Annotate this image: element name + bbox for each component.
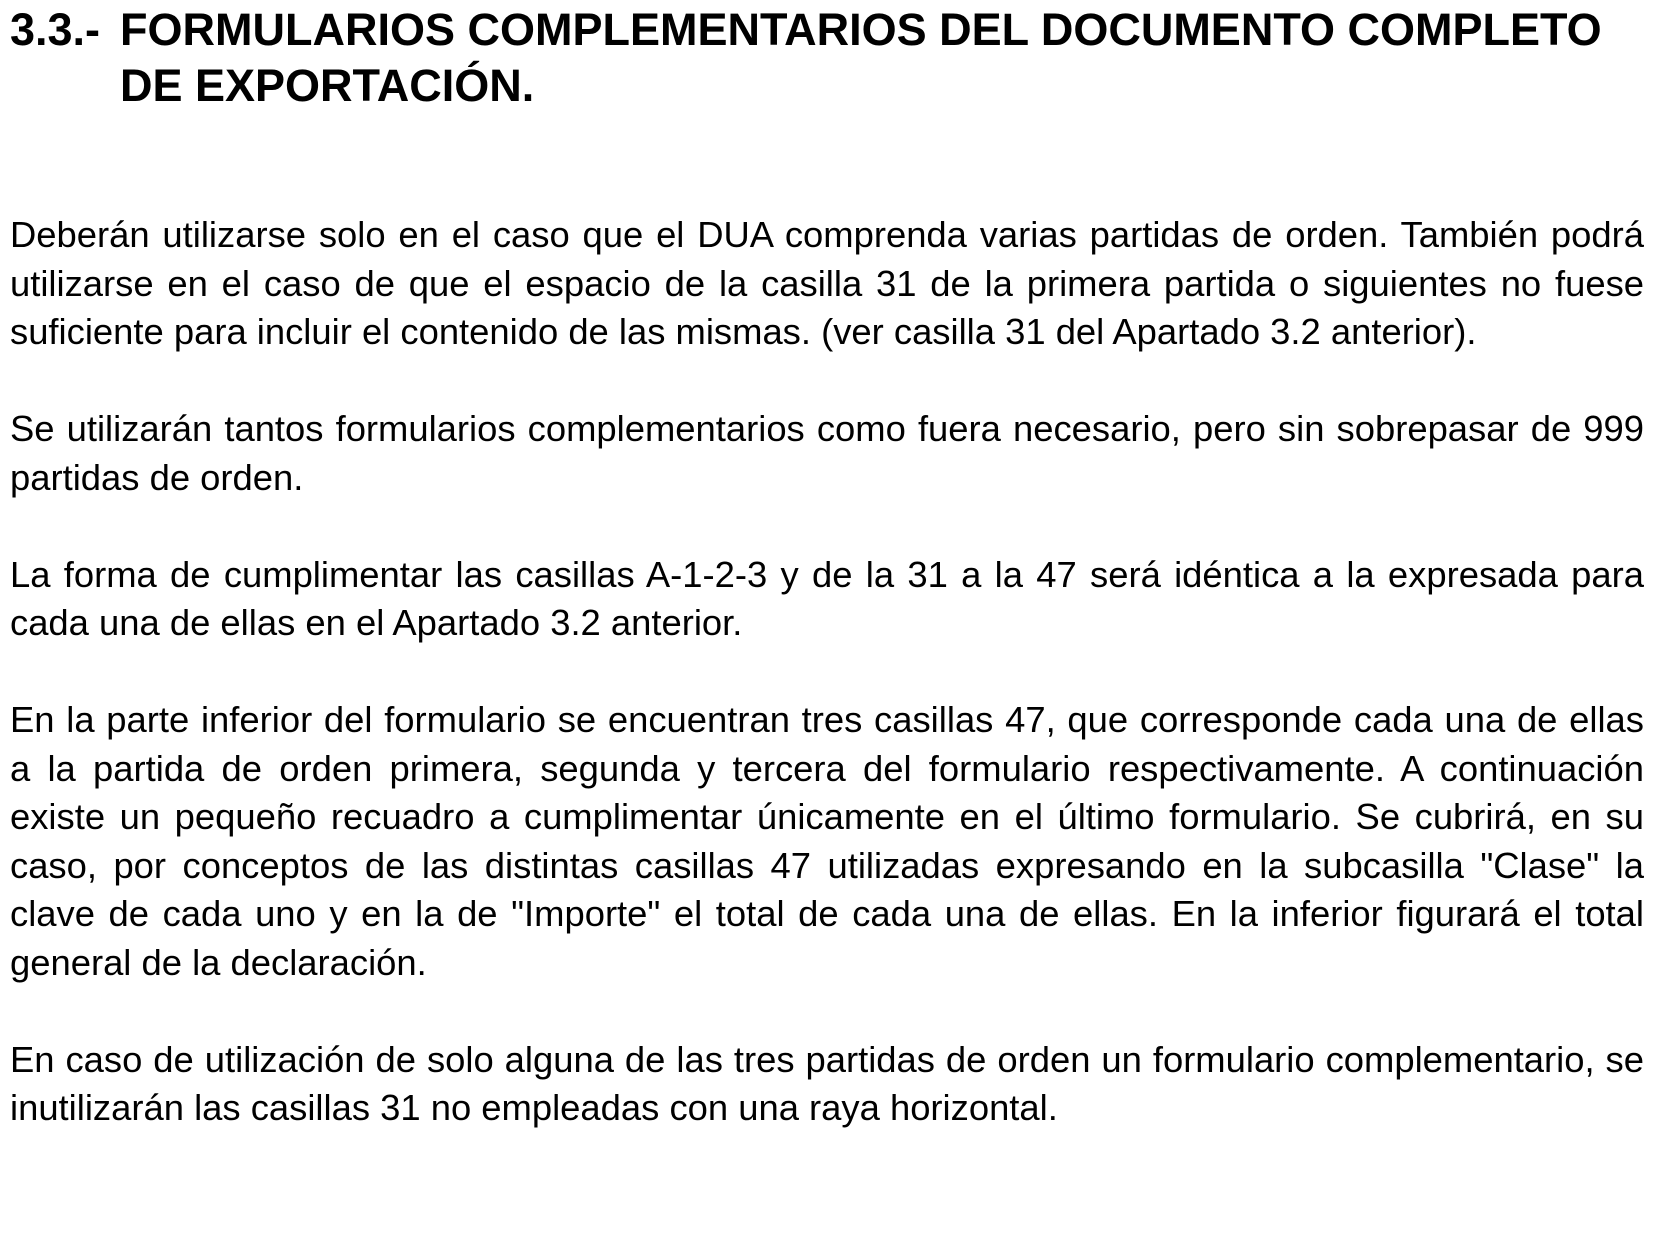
paragraph-usage: Deberán utilizarse solo en el caso que el DUA comprenda varias partidas de orden. También podrá utilizarse en el caso de que el espacio de la casilla 31 de la primera partida o siguientes no fuese suficiente para incluir el contenido de las mismas. (ver casilla 31 del Apartado 3.2 anterior). [10,214,1644,352]
section-number: 3.3.- [10,4,101,55]
paragraph-filling: La forma de cumplimentar las casillas A-1-2-3 y de la 31 a la 47 será idéntica a la expresada para cada una de ellas en el Apartado 3.2 anterior. [10,553,1644,643]
section-title: FORMULARIOS COMPLEMENTARIOS DEL DOCUMENTO COMPLETO DE EXPORTACIÓN. [120,4,1602,111]
document-page [10,0,1644,1133]
section-heading [10,2,1644,114]
paragraph-unused-items: En caso de utilización de solo alguna de las tres partidas de orden un formulario complementario, se inutilizarán las casillas 31 no empleadas con una raya horizontal. [10,1038,1644,1128]
paragraph-quantity: Se utilizarán tantos formularios complementarios como fuera necesario, pero sin sobrepasar de 999 partidas de orden. [10,408,1644,498]
paragraph-box-47: En la parte inferior del formulario se encuentran tres casillas 47, que corresponde cada una de ellas a la partida de orden primera, segunda y tercera del formulario respectivamente. A continuación existe un pequeño recuadro a cumplimentar únicamente en el último formulario. Se cubrirá, en su caso, por conceptos de las distintas casillas 47 utilizadas expresando en la subcasilla "Clase" la clave de cada uno y en la de "Importe" el total de cada una de ellas. En la inferior figurará el total general de la declaración. [10,699,1644,983]
